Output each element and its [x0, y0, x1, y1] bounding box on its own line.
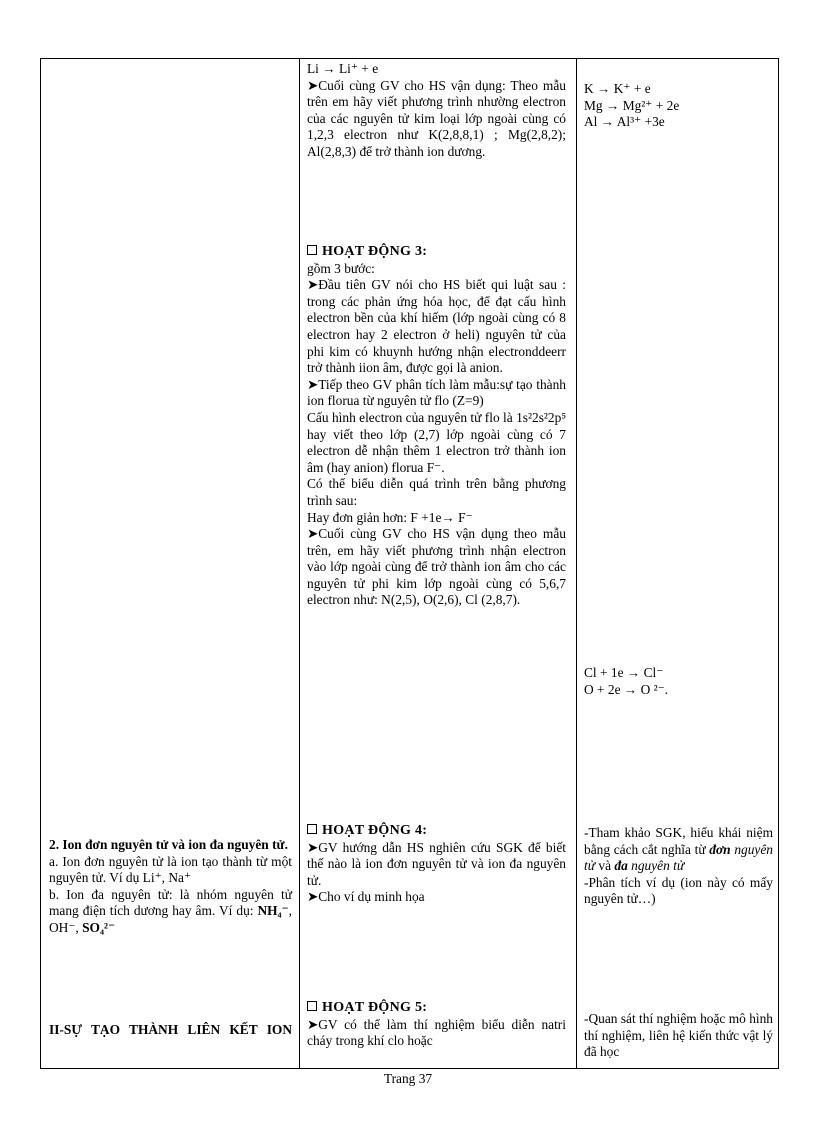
equation-al: Al → Al³⁺ +3e [584, 114, 665, 130]
activity-5-title: HOẠT ĐỘNG 5: [307, 1000, 566, 1017]
checkbox-icon [307, 245, 317, 255]
activity-2-apply: ➤Cuối cùng GV cho HS vận dụng: Theo mẫu trên em hãy viết phương trình nhường electron của các nguyên tử kim loại lớp ngoài cùng có 1,2,3 electron như K(2,8,8,1) ; Mg(2,8,2); Al(2,8,3) để trở thành ion dương. [307, 77, 566, 159]
activity-3-line: ➤Cuối cùng GV cho HS vận dụng theo mẫu trên, em hãy viết phương trình nhận electron vào lớp ngoài cùng để trở thành ion âm cho các nguyên tử phi kim lớp ngoài cùng có 5,6,7 electron như: N(2,5), O(2,6), Cl (2,8,7). [307, 526, 566, 608]
equation-o: O + 2e → O ²⁻. [584, 681, 669, 697]
ion-example-oh: , OH⁻, [49, 903, 292, 935]
checkbox-icon [307, 824, 317, 834]
activity-5 [300, 1000, 576, 1050]
section-2-line-b [49, 887, 292, 937]
line-b-text: b. Ion đa nguyên tử: là nhóm nguyên tử mang điện tích dương hay âm. Ví dụ: [49, 886, 292, 919]
activity-column [300, 59, 576, 1068]
activity-3-line: ➤Tiếp theo GV phân tích làm mẫu:sự tạo thành ion florua từ nguyên tử flo (Z=9) [307, 376, 566, 409]
activity-3-line: gồm 3 bước: [307, 260, 375, 276]
activity-4 [300, 823, 576, 906]
section-ii-heading: II-SỰ TẠO THÀNH LIÊN KẾT ION [49, 1022, 292, 1037]
activity-4-line: ➤Cho ví dụ minh họa [307, 889, 425, 905]
activity-3-title: HOẠT ĐỘNG 3: [307, 244, 566, 261]
activity-3 [300, 244, 576, 609]
activity-3-line: Cấu hình electron của nguyên tử flo là 1s²2s²2p⁵ hay viết theo lớp (2,7) lớp ngoài cùng có 7 electron dễ nhận thêm 1 electron trở thành ion âm (hay anion) florua F⁻. [307, 409, 566, 475]
activity-3-line: Hay đơn giản hơn: F +1e→ F⁻ [307, 509, 473, 525]
section-ii [41, 1022, 299, 1039]
student-column [577, 59, 780, 1068]
student-activity-5-text: -Quan sát thí nghiệm hoặc mô hình thí nghiệm, liên hệ kiến thức vật lý đã học [584, 1011, 773, 1060]
equation-cl: Cl + 1e → Cl⁻ [584, 665, 664, 680]
activity-4-line: ➤GV hướng dẫn HS nghiên cứu SGK để biết thế nào là ion đơn nguyên tử và ion đa nguyên tử. [307, 839, 566, 888]
lesson-table [40, 58, 779, 1069]
section-2-heading: 2. Ion đơn nguyên tử và ion đa nguyên tử. [49, 837, 288, 852]
activity-2-end [300, 61, 576, 161]
section-2 [41, 837, 299, 937]
ion-example-nh4: NH₄⁻ [257, 903, 289, 919]
student-activity-4-example: -Phân tích ví dụ (ion này có mấy nguyên tử…) [584, 874, 773, 907]
student-activity-4 [577, 825, 780, 908]
equation-li: Li → Li⁺ + e [307, 61, 379, 76]
equation-k: K → K⁺ + e [584, 81, 651, 96]
section-2-line-a: a. Ion đơn nguyên tử là ion tạo thành từ một nguyên tử. Ví dụ Li⁺, Na⁺ [49, 853, 292, 886]
page-number: Trang 37 [383, 1071, 433, 1086]
equations-nonmetals [577, 665, 780, 698]
content-column [41, 59, 299, 1068]
equations-metals [577, 81, 780, 131]
activity-5-line: ➤GV có thể làm thí nghiệm biểu diễn natri cháy trong khí clo hoặc [307, 1016, 566, 1049]
checkbox-icon [307, 1001, 317, 1011]
activity-4-title: HOẠT ĐỘNG 4: [307, 823, 566, 840]
equation-mg: Mg → Mg²⁺ + 2e [584, 97, 680, 113]
student-activity-4-text: -Tham khảo SGK, hiểu khái niệm bằng cách cắt nghĩa từ đơn nguyên tử và đa nguyên tử [584, 825, 773, 874]
activity-3-line: Có thể biểu diễn quá trình trên bằng phương trình sau: [307, 476, 566, 508]
activity-3-line: ➤Đầu tiên GV nói cho HS biết qui luật sau : trong các phản ứng hóa học, để đạt cấu hình electron bền của khí hiếm (lớp ngoài cùng có 8 electron hay 2 electron ở heli) nguyên tử của phi kim có khuynh hướng nhận electronddeerr trở thành iion âm, được gọi là anion. [307, 277, 566, 376]
student-activity-5 [577, 1011, 780, 1061]
ion-example-so4: SO₄²⁻ [82, 919, 116, 935]
